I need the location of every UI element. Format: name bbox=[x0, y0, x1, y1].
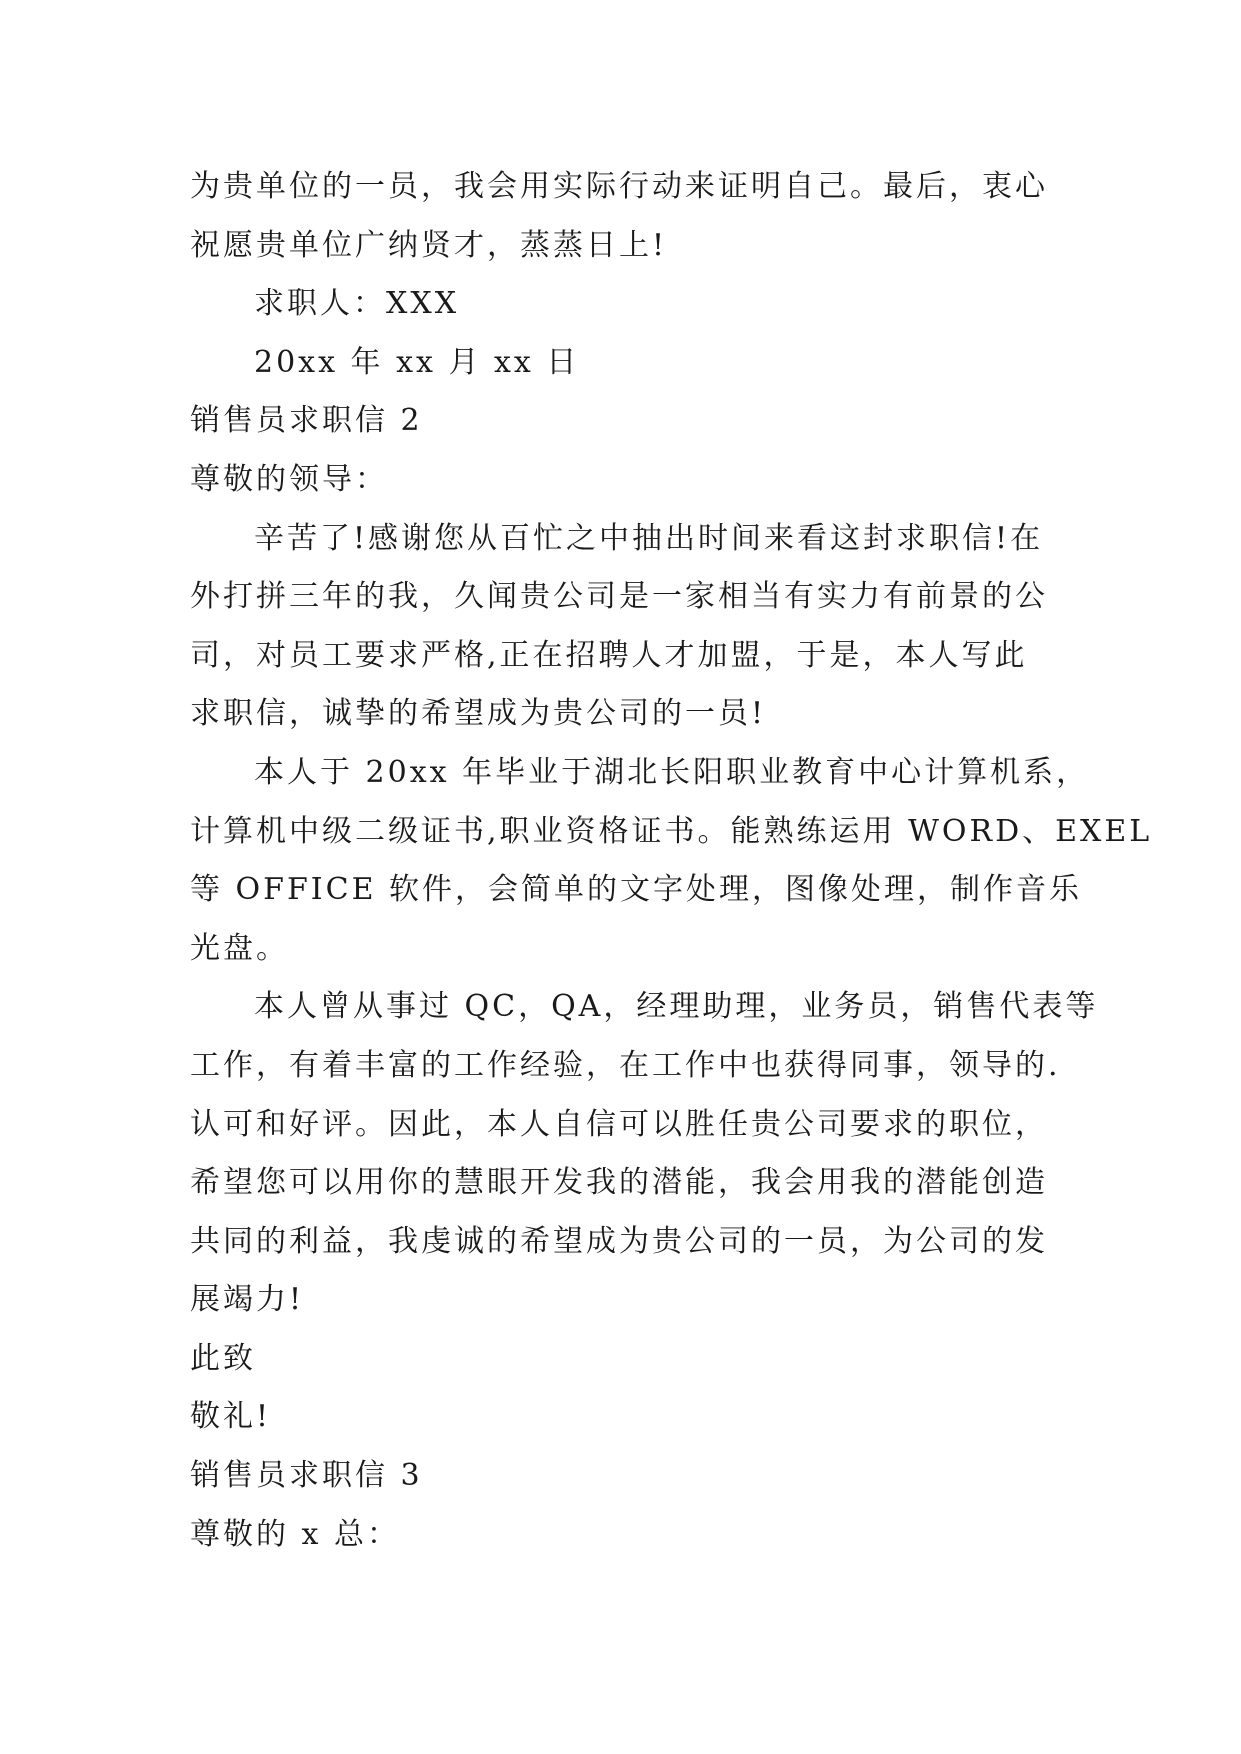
text-line: 等 OFFICE 软件，会简单的文字处理，图像处理，制作音乐 bbox=[190, 872, 1083, 908]
text-line: 外打拼三年的我，久闻贵公司是一家相当有实力有前景的公 bbox=[190, 579, 1048, 615]
text-line: 共同的利益，我虔诚的希望成为贵公司的一员，为公司的发 bbox=[190, 1223, 1048, 1259]
text-line: 认可和好评。因此，本人自信可以胜任贵公司要求的职位， bbox=[190, 1106, 1048, 1142]
closing: 此致 bbox=[190, 1340, 256, 1376]
text-line: 光盘。 bbox=[190, 930, 289, 966]
text-line: 求职信，诚挚的希望成为贵公司的一员! bbox=[190, 696, 767, 732]
text-line: 祝愿贵单位广纳贤才，蒸蒸日上! bbox=[190, 227, 668, 263]
text-line: 本人于 20xx 年毕业于湖北长阳职业教育中心计算机系， bbox=[254, 754, 1090, 790]
text-line: 希望您可以用你的慧眼开发我的潜能，我会用我的潜能创造 bbox=[190, 1165, 1048, 1201]
text-line: 工作，有着丰富的工作经验，在工作中也获得同事，领导的. bbox=[190, 1047, 1061, 1083]
salutation: 尊敬的领导： bbox=[190, 461, 388, 497]
closing-regards: 敬礼! bbox=[190, 1399, 272, 1435]
section-title: 销售员求职信 3 bbox=[190, 1458, 423, 1494]
section-title: 销售员求职信 2 bbox=[190, 403, 423, 439]
text-line: 展竭力! bbox=[190, 1282, 305, 1318]
salutation: 尊敬的 x 总： bbox=[190, 1516, 400, 1552]
signature-name: 求职人：XXX bbox=[254, 286, 460, 322]
text-line: 为贵单位的一员，我会用实际行动来证明自己。最后，衷心 bbox=[190, 169, 1048, 204]
letter-body bbox=[190, 158, 1153, 1564]
signature-date: 20xx 年 xx 月 xx 日 bbox=[254, 344, 580, 380]
text-line: 辛苦了!感谢您从百忙之中抽出时间来看这封求职信!在 bbox=[254, 520, 1044, 556]
text-line: 本人曾从事过 QC，QA，经理助理，业务员，销售代表等 bbox=[254, 989, 1099, 1025]
text-line: 计算机中级二级证书,职业资格证书。能熟练运用 WORD、EXEL bbox=[190, 813, 1153, 849]
text-line: 司，对员工要求严格,正在招聘人才加盟，于是，本人写此 bbox=[190, 637, 1028, 673]
